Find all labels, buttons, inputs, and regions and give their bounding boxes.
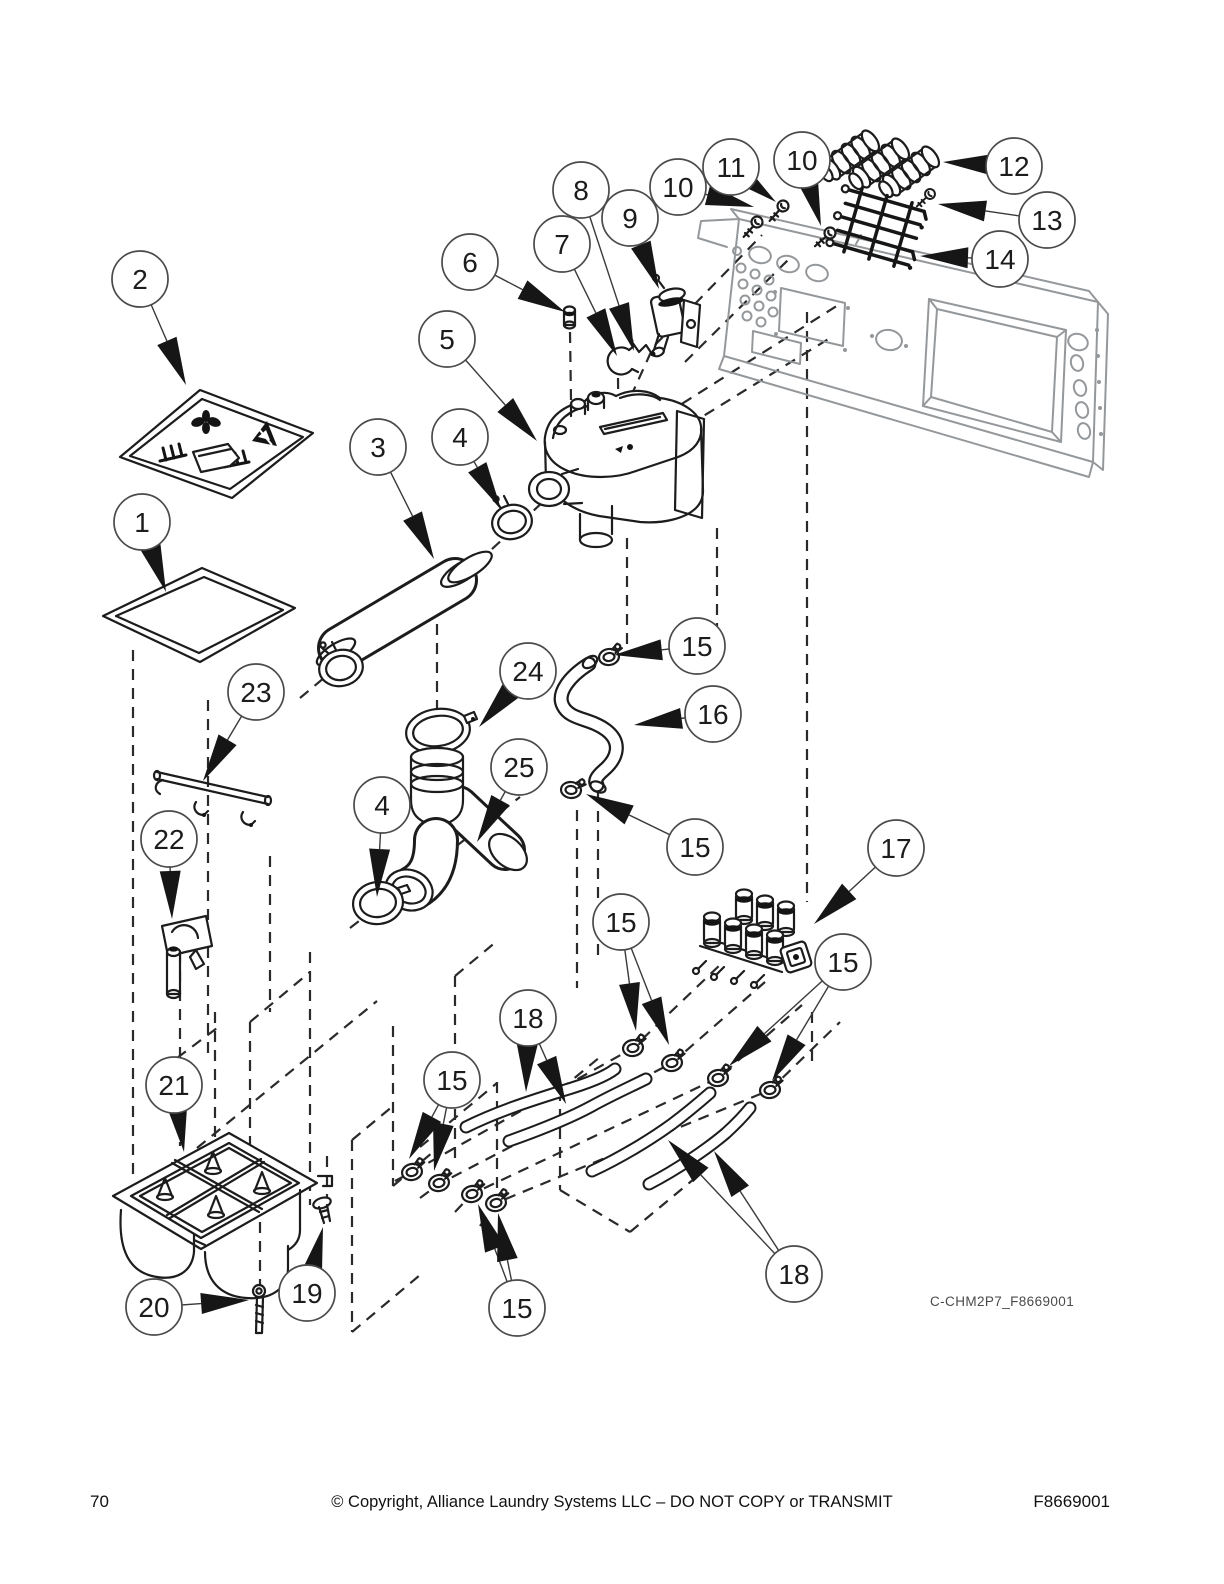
callout-6-label: 6 [462,247,478,278]
callout-15d-label: 15 [827,947,859,978]
document-number: F8669001 [1033,1492,1110,1511]
callout-5-label: 5 [439,324,455,355]
callout-20-label: 20 [138,1292,170,1323]
callout-15b-label: 15 [679,832,711,863]
callout-23-label: 23 [240,677,272,708]
copyright-text: © Copyright, Alliance Laundry Systems LLC – DO NOT COPY or TRANSMIT [331,1493,893,1511]
callout-15f-label: 15 [501,1293,533,1324]
callout-7-label: 7 [554,229,570,260]
callout-15e-label: 15 [436,1065,468,1096]
callout-17-label: 17 [880,833,912,864]
callout-10b-label: 10 [786,145,818,176]
page-footer [0,1492,1224,1520]
cap-drawing [564,307,575,329]
callout-15a-label: 15 [681,631,713,662]
callout-3-label: 3 [370,432,386,463]
callout-12-label: 12 [998,151,1030,182]
callout-9-label: 9 [622,203,638,234]
callout-25-label: 25 [503,752,535,783]
callout-1-label: 1 [134,507,150,538]
callout-4b-label: 4 [374,790,390,821]
callout-22-label: 22 [153,824,185,855]
callout-2-label: 2 [132,264,148,295]
callout-15c-label: 15 [605,907,637,938]
callout-10a-label: 10 [662,172,694,203]
callout-13-label: 13 [1031,205,1063,236]
callout-11-label: 11 [716,152,746,183]
callout-19-label: 19 [291,1278,323,1309]
callout-18a-label: 18 [512,1003,544,1034]
callout-14-label: 14 [984,244,1016,275]
drawing-code: C-CHM2P7_F8669001 [930,1294,1075,1309]
callout-8-label: 8 [573,175,589,206]
callout-4a-label: 4 [452,422,468,453]
callout-21-label: 21 [158,1070,190,1101]
callout-24-label: 24 [512,656,544,687]
callout-18b-label: 18 [778,1259,810,1290]
page-number: 70 [90,1492,109,1511]
callout-16-label: 16 [697,699,729,730]
